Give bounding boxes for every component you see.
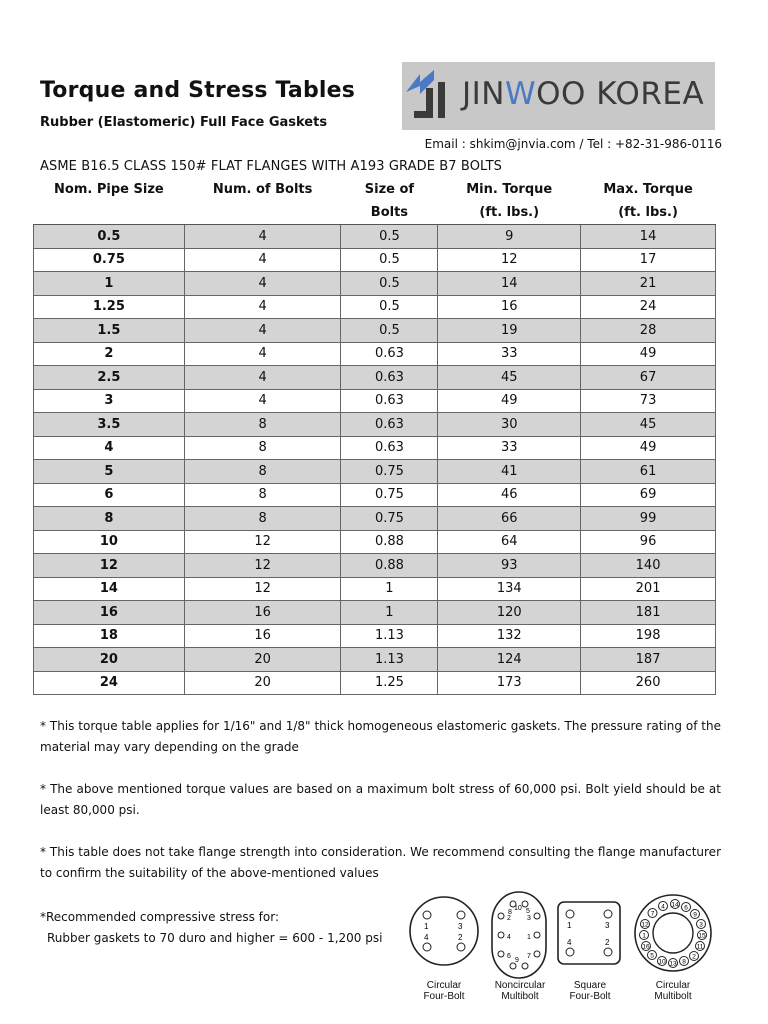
table-cell: 181 — [581, 601, 716, 625]
table-cell: 16 — [184, 624, 341, 648]
table-cell: 0.88 — [341, 530, 438, 554]
stress-value: Rubber gaskets to 70 duro and higher = 600 - 1,200 psi — [47, 931, 383, 945]
table-cell: 49 — [581, 436, 716, 460]
table-cell: 8 — [184, 507, 341, 531]
svg-text:6: 6 — [684, 904, 688, 912]
table-cell: 45 — [581, 413, 716, 437]
svg-text:3: 3 — [527, 915, 531, 922]
table-cell: 12 — [184, 577, 341, 601]
table-cell: 0.75 — [34, 248, 185, 272]
table-header-row — [34, 178, 716, 201]
table-cell: 187 — [581, 648, 716, 672]
table-cell: 96 — [581, 530, 716, 554]
table-row — [34, 272, 716, 296]
note: * This torque table applies for 1/16" and 1/8" thick homogeneous elastomeric gaskets. The pressure rating of the material may vary depending on the grade — [40, 719, 721, 754]
table-cell: 2.5 — [34, 366, 185, 390]
table-cell: 10 — [34, 530, 185, 554]
table-cell: 16 — [438, 295, 581, 319]
svg-text:1: 1 — [642, 932, 646, 940]
svg-text:4: 4 — [661, 903, 665, 911]
table-cell: 69 — [581, 483, 716, 507]
table-cell: 2 — [34, 342, 185, 366]
table-header-row — [34, 201, 716, 225]
svg-text:2: 2 — [507, 915, 511, 922]
logo-mark-icon — [404, 66, 456, 126]
page-title: Torque and Stress Tables — [40, 78, 356, 103]
table-cell: 0.5 — [341, 295, 438, 319]
circular-four-bolt-diagram — [410, 897, 478, 965]
table-cell: 14 — [34, 577, 185, 601]
table-cell: 132 — [438, 624, 581, 648]
table-cell: 12 — [184, 530, 341, 554]
table-cell: 1.5 — [34, 319, 185, 343]
table-row — [34, 225, 716, 249]
table-cell: 0.5 — [341, 272, 438, 296]
table-cell: 61 — [581, 460, 716, 484]
svg-text:1: 1 — [527, 934, 531, 941]
logo-wordmark: JINWOO KOREA — [462, 76, 705, 112]
table-cell: 20 — [34, 648, 185, 672]
table-row — [34, 483, 716, 507]
svg-text:10: 10 — [514, 905, 522, 912]
table-cell: 64 — [438, 530, 581, 554]
stress-heading: *Recommended compressive stress for: — [40, 910, 280, 924]
svg-text:8: 8 — [508, 909, 512, 916]
circular-four-bolt-caption: Circular Four-Bolt — [423, 980, 465, 1002]
square-four-bolt-diagram — [558, 902, 620, 964]
table-cell: 8 — [34, 507, 185, 531]
col-header: Num. of Bolts — [212, 182, 313, 197]
table-cell: 28 — [581, 319, 716, 343]
svg-text:10: 10 — [658, 958, 666, 966]
table-cell: 14 — [581, 225, 716, 249]
table-cell: 18 — [34, 624, 185, 648]
svg-text:9: 9 — [515, 957, 519, 964]
table-cell: 120 — [438, 601, 581, 625]
table-cell: 0.5 — [341, 248, 438, 272]
table-row — [34, 530, 716, 554]
table-row — [34, 648, 716, 672]
table-cell: 8 — [184, 483, 341, 507]
table-cell: 0.63 — [341, 342, 438, 366]
table-cell: 4 — [184, 366, 341, 390]
table-cell: 1.13 — [341, 624, 438, 648]
table-cell: 19 — [438, 319, 581, 343]
table-cell: 1.25 — [341, 671, 438, 695]
table-row — [34, 248, 716, 272]
table-row — [34, 601, 716, 625]
circular-multibolt-diagram — [635, 895, 711, 971]
square-four-bolt-caption: Square Four-Bolt — [569, 980, 611, 1002]
table-cell: 33 — [438, 342, 581, 366]
table-cell: 93 — [438, 554, 581, 578]
table-cell: 12 — [34, 554, 185, 578]
table-cell: 73 — [581, 389, 716, 413]
note: * This table does not take flange strength into consideration. We recommend consulting the flange manufacturer to confirm the suitability of the above-mentioned values — [40, 845, 721, 880]
table-cell: 1 — [341, 577, 438, 601]
table-cell: 0.63 — [341, 366, 438, 390]
table-cell: 0.5 — [34, 225, 185, 249]
table-cell: 201 — [581, 577, 716, 601]
table-cell: 41 — [438, 460, 581, 484]
table-cell: 24 — [581, 295, 716, 319]
table-cell: 260 — [581, 671, 716, 695]
table-cell: 0.63 — [341, 436, 438, 460]
table-cell: 140 — [581, 554, 716, 578]
table-row — [34, 507, 716, 531]
table-cell: 198 — [581, 624, 716, 648]
svg-text:4: 4 — [507, 934, 511, 941]
svg-text:2: 2 — [605, 938, 610, 947]
col-header: (ft. lbs.) — [438, 201, 581, 225]
svg-text:7: 7 — [527, 953, 531, 960]
col-header — [34, 201, 185, 225]
table-cell: 0.75 — [341, 460, 438, 484]
table-cell: 4 — [184, 342, 341, 366]
table-cell: 49 — [438, 389, 581, 413]
table-cell: 20 — [184, 671, 341, 695]
table-cell: 4 — [184, 319, 341, 343]
table-cell: 1 — [34, 272, 185, 296]
svg-text:16: 16 — [642, 943, 650, 951]
svg-text:7: 7 — [650, 910, 655, 918]
table-cell: 0.5 — [341, 225, 438, 249]
table-cell: 0.75 — [341, 483, 438, 507]
spec-line: ASME B16.5 CLASS 150# FLAT FLANGES WITH A193 GRADE B7 BOLTS — [40, 159, 502, 174]
svg-text:3: 3 — [605, 921, 610, 930]
bolt-pattern-diagrams — [405, 890, 725, 982]
circular-multibolt-caption: Circular Multibolt — [654, 980, 692, 1002]
table-cell: 17 — [581, 248, 716, 272]
notes — [40, 716, 721, 905]
table-row — [34, 342, 716, 366]
company-logo — [402, 62, 715, 130]
table-row — [34, 366, 716, 390]
table-row — [34, 436, 716, 460]
table-cell: 4 — [184, 225, 341, 249]
note: * The above mentioned torque values are based on a maximum bolt stress of 60,000 psi. Bolt yield should be at least 80,000 psi. — [40, 782, 721, 817]
table-cell: 30 — [438, 413, 581, 437]
svg-text:3: 3 — [458, 922, 463, 931]
svg-text:3: 3 — [699, 921, 703, 929]
table-cell: 173 — [438, 671, 581, 695]
table-cell: 134 — [438, 577, 581, 601]
table-row — [34, 389, 716, 413]
table-cell: 45 — [438, 366, 581, 390]
table-cell: 4 — [184, 248, 341, 272]
stress-recommendation — [40, 907, 382, 949]
col-header: Size of — [364, 182, 415, 197]
table-cell: 21 — [581, 272, 716, 296]
table-cell: 1 — [341, 601, 438, 625]
table-cell: 1.13 — [341, 648, 438, 672]
bolt-patterns — [405, 890, 725, 1010]
table-cell: 49 — [581, 342, 716, 366]
table-cell: 8 — [184, 413, 341, 437]
noncircular-multibolt-diagram — [492, 892, 546, 978]
table-row — [34, 577, 716, 601]
table-cell: 33 — [438, 436, 581, 460]
svg-text:12: 12 — [641, 921, 649, 929]
svg-text:2: 2 — [458, 933, 463, 942]
table-cell: 5 — [34, 460, 185, 484]
table-cell: 1.25 — [34, 295, 185, 319]
svg-text:11: 11 — [696, 943, 704, 951]
table-cell: 4 — [34, 436, 185, 460]
svg-text:5: 5 — [526, 908, 530, 915]
col-header: Bolts — [341, 201, 438, 225]
svg-text:4: 4 — [567, 938, 572, 947]
table-cell: 99 — [581, 507, 716, 531]
svg-text:15: 15 — [698, 932, 706, 940]
table-row — [34, 554, 716, 578]
table-row — [34, 319, 716, 343]
table-cell: 12 — [184, 554, 341, 578]
svg-text:8: 8 — [682, 958, 686, 966]
table-cell: 9 — [438, 225, 581, 249]
col-header: Nom. Pipe Size — [54, 182, 164, 197]
table-cell: 8 — [184, 436, 341, 460]
col-header: (ft. lbs.) — [581, 201, 716, 225]
svg-text:13: 13 — [669, 960, 677, 968]
table-cell: 16 — [34, 601, 185, 625]
table-cell: 0.5 — [341, 319, 438, 343]
svg-text:14: 14 — [671, 901, 679, 909]
table-cell: 3 — [34, 389, 185, 413]
table-cell: 24 — [34, 671, 185, 695]
page-subtitle: Rubber (Elastomeric) Full Face Gaskets — [40, 115, 328, 130]
table-cell: 0.88 — [341, 554, 438, 578]
table-cell: 20 — [184, 648, 341, 672]
table-cell: 16 — [184, 601, 341, 625]
table-cell: 0.75 — [341, 507, 438, 531]
svg-text:6: 6 — [507, 953, 511, 960]
col-header: Max. Torque — [603, 182, 693, 197]
col-header — [184, 201, 341, 225]
table-row — [34, 671, 716, 695]
table-cell: 12 — [438, 248, 581, 272]
svg-text:5: 5 — [650, 952, 654, 960]
table-cell: 67 — [581, 366, 716, 390]
table-cell: 66 — [438, 507, 581, 531]
noncircular-multibolt-caption: Noncircular Multibolt — [494, 980, 546, 1002]
table-cell: 124 — [438, 648, 581, 672]
table-cell: 46 — [438, 483, 581, 507]
table-row — [34, 413, 716, 437]
col-header: Min. Torque — [466, 182, 553, 197]
svg-text:4: 4 — [424, 933, 429, 942]
table-cell: 4 — [184, 389, 341, 413]
table-cell: 3.5 — [34, 413, 185, 437]
svg-text:1: 1 — [424, 922, 429, 931]
table-cell: 8 — [184, 460, 341, 484]
svg-text:1: 1 — [567, 921, 572, 930]
table-row — [34, 624, 716, 648]
table-row — [34, 460, 716, 484]
table-cell: 14 — [438, 272, 581, 296]
table-cell: 6 — [34, 483, 185, 507]
torque-table — [33, 178, 716, 695]
svg-text:9: 9 — [693, 911, 697, 919]
table-cell: 0.63 — [341, 413, 438, 437]
table-row — [34, 295, 716, 319]
table-cell: 4 — [184, 272, 341, 296]
table-cell: 4 — [184, 295, 341, 319]
table-cell: 0.63 — [341, 389, 438, 413]
contact-info: Email : shkim@jnvia.com / Tel : +82-31-986-0116 — [424, 137, 722, 151]
svg-text:2: 2 — [692, 953, 696, 961]
